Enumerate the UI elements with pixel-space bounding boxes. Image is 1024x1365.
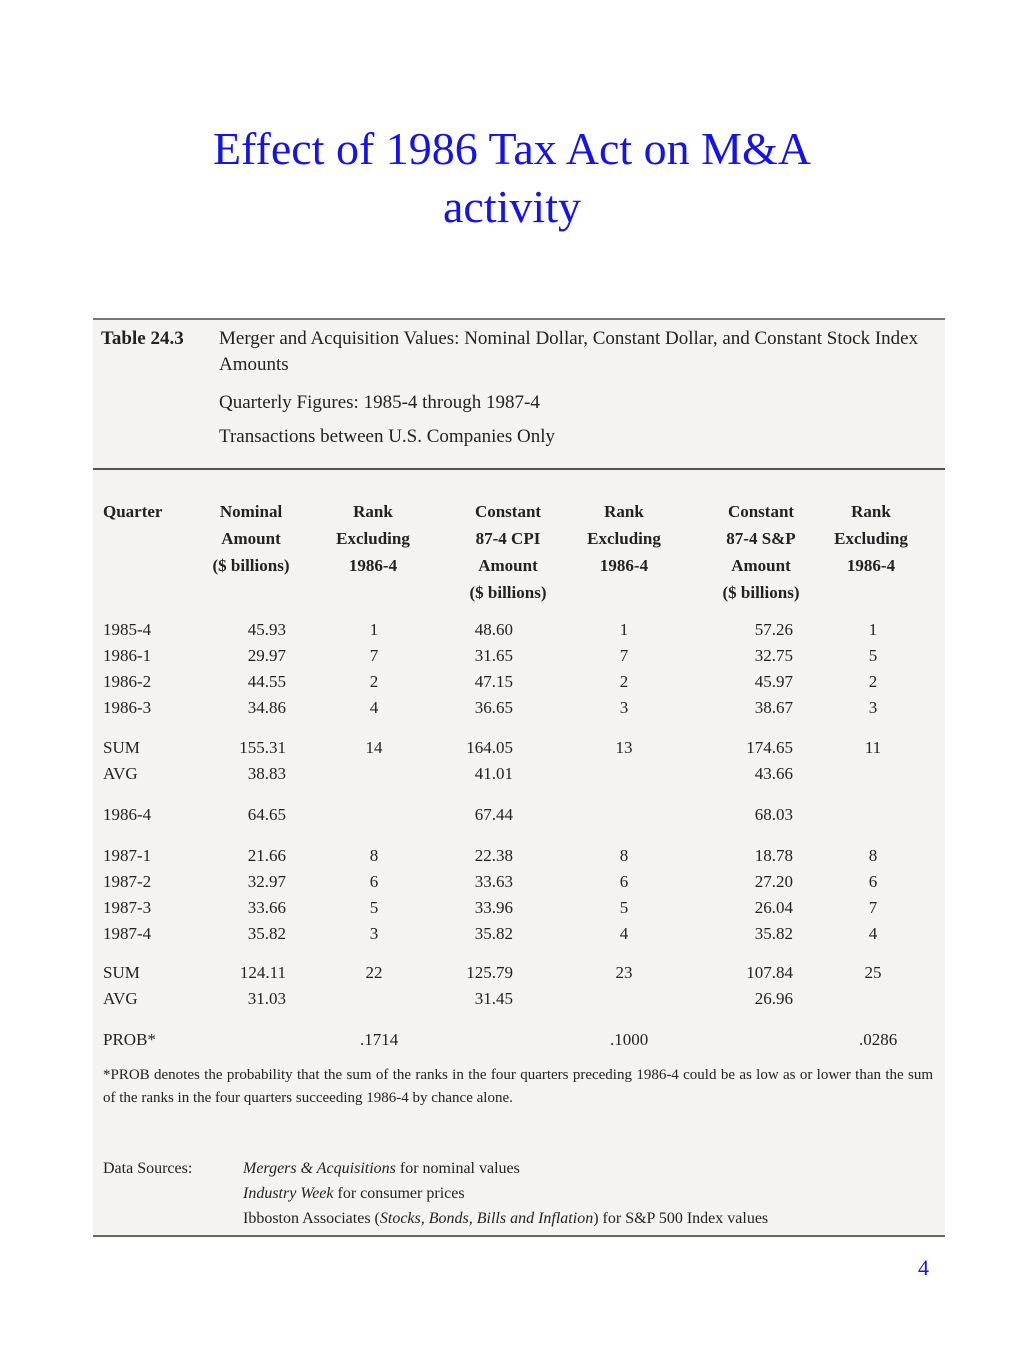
- header-quarter: Quarter: [103, 502, 163, 521]
- table-cell: 18.78: [754, 846, 793, 865]
- table-cell: AVG: [103, 989, 138, 1008]
- table-cell: 2: [369, 672, 379, 691]
- table-cell: 6: [369, 872, 379, 891]
- table-cell: 32.75: [754, 646, 793, 665]
- header-rank-1: Rank Excluding 1986-4: [336, 502, 410, 575]
- table-cell: 41.01: [474, 764, 513, 783]
- table-cell: 11: [864, 738, 882, 757]
- table-cell: .0286: [859, 1030, 898, 1049]
- table-cell: 29.97: [247, 646, 286, 665]
- table-cell: 125.79: [466, 963, 513, 982]
- table-cell: 44.55: [247, 672, 286, 691]
- table-cell: 31.65: [474, 646, 513, 665]
- header-nominal: Nominal Amount ($ billions): [212, 502, 290, 575]
- table-cell: 2: [619, 672, 629, 691]
- table-cell: 38.83: [247, 764, 286, 783]
- table-cell: 13: [615, 738, 633, 757]
- table-cell: 8: [868, 846, 878, 865]
- table-cell: 14: [365, 738, 383, 757]
- table-cell: 107.84: [746, 963, 793, 982]
- table-cell: 35.82: [754, 924, 793, 943]
- data-sources-label: Data Sources:: [103, 1160, 193, 1177]
- table-row: [93, 872, 945, 899]
- table-cell: 8: [619, 846, 629, 865]
- table-cell: 1986-2: [103, 672, 152, 691]
- table-cell: 5: [868, 646, 878, 665]
- table-cell: 25: [864, 963, 882, 982]
- table-row: [93, 698, 945, 725]
- table-cell: 23: [615, 963, 633, 982]
- table-cell: 26.04: [754, 898, 793, 917]
- table-cell: 6: [619, 872, 629, 891]
- caption-line: Transactions between U.S. Companies Only: [219, 426, 555, 447]
- table-cell: 35.82: [247, 924, 286, 943]
- table-cell: 1987-3: [103, 898, 152, 917]
- table-cell: 174.65: [746, 738, 793, 757]
- table-cell: 1986-1: [103, 646, 152, 665]
- slide-title-line-2: activity: [443, 181, 581, 232]
- table-cell: 3: [619, 698, 629, 717]
- table-cell: 33.66: [247, 898, 286, 917]
- table-cell: 1987-4: [103, 924, 152, 943]
- table-cell: 57.26: [754, 620, 793, 639]
- table-cell: 1986-4: [103, 805, 152, 824]
- table-row: [93, 898, 945, 925]
- source-line: Industry Week for consumer prices: [243, 1185, 465, 1202]
- table-cell: 5: [369, 898, 379, 917]
- table-cell: 26.96: [754, 989, 793, 1008]
- table-cell: 1985-4: [103, 620, 152, 639]
- table-cell: 34.86: [247, 698, 286, 717]
- table-row: [93, 846, 945, 873]
- table-cell: 33.96: [474, 898, 513, 917]
- table-cell: 124.11: [239, 963, 286, 982]
- table-cell: 31.03: [247, 989, 286, 1008]
- table-cell: 2: [868, 672, 878, 691]
- header-cpi: Constant 87-4 CPI Amount ($ billions): [469, 502, 547, 602]
- table-cell: 1: [369, 620, 379, 639]
- table-cell: 7: [619, 646, 629, 665]
- table-cell: 8: [369, 846, 379, 865]
- table-cell: 1: [868, 620, 878, 639]
- table-cell: 64.65: [247, 805, 286, 824]
- header-rank-2: Rank Excluding 1986-4: [587, 502, 661, 575]
- caption-line: Quarterly Figures: 1985-4 through 1987-4: [219, 392, 540, 413]
- table-cell: 7: [868, 898, 878, 917]
- slide-title: [0, 120, 1024, 236]
- table-row: [93, 620, 945, 647]
- table-cell: 1987-1: [103, 846, 152, 865]
- table-cell: 32.97: [247, 872, 286, 891]
- table-row: [93, 963, 945, 990]
- table-cell: 38.67: [754, 698, 793, 717]
- table-cell: 48.60: [474, 620, 513, 639]
- table-cell: 35.82: [474, 924, 513, 943]
- page-number: 4: [918, 1255, 929, 1280]
- table-cell: 4: [369, 698, 379, 717]
- table-cell: 6: [868, 872, 878, 891]
- table-row: [93, 924, 945, 951]
- bottom-rule: [93, 1235, 945, 1237]
- table-cell: 5: [619, 898, 629, 917]
- header-rank-3: Rank Excluding 1986-4: [834, 502, 908, 575]
- table-cell: 4: [868, 924, 878, 943]
- table-row: [93, 989, 945, 1016]
- table-cell: 36.65: [474, 698, 513, 717]
- table-cell: 21.66: [247, 846, 286, 865]
- table-cell: 4: [619, 924, 629, 943]
- table-cell: 31.45: [474, 989, 513, 1008]
- table-cell: 3: [369, 924, 379, 943]
- table-row: [93, 738, 945, 765]
- table-footnote: *PROB denotes the probability that the sum of the ranks in the four quarters preceding 1986-4 could be as low as or lower than the sum of the ranks in the four quarters succeeding 1986-4 by chance alone.: [103, 1067, 933, 1106]
- table-row: [93, 1030, 945, 1057]
- table-row: [93, 805, 945, 832]
- table-cell: 27.20: [754, 872, 793, 891]
- table-cell: 3: [868, 698, 878, 717]
- table-cell: .1000: [610, 1030, 649, 1049]
- table-cell: 33.63: [474, 872, 513, 891]
- table-cell: 45.97: [754, 672, 793, 691]
- table-cell: 164.05: [466, 738, 513, 757]
- table-row: [93, 646, 945, 673]
- scanned-table-image: [93, 318, 945, 1238]
- table-row: [93, 764, 945, 791]
- table-cell: 22.38: [474, 846, 513, 865]
- table-cell: 22: [365, 963, 383, 982]
- table-row: [93, 672, 945, 699]
- slide-title-line-1: Effect of 1986 Tax Act on M&A: [212, 123, 812, 174]
- source-line: Ibboston Associates (Stocks, Bonds, Bills and Inflation) for S&P 500 Index values: [243, 1210, 769, 1227]
- table-cell: 1986-3: [103, 698, 152, 717]
- data-sources-list: [243, 1156, 943, 1231]
- table-cell: .1714: [360, 1030, 399, 1049]
- table-cell: 47.15: [474, 672, 513, 691]
- table-cell: 155.31: [239, 738, 286, 757]
- header-rule: [93, 468, 945, 470]
- table-caption: [219, 326, 919, 458]
- table-cell: 1: [619, 620, 629, 639]
- header-sp: Constant 87-4 S&P Amount ($ billions): [722, 502, 800, 602]
- table-cell: 43.66: [754, 764, 793, 783]
- table-cell: 7: [369, 646, 379, 665]
- table-cell: 1987-2: [103, 872, 152, 891]
- table-cell: SUM: [103, 963, 140, 982]
- table-cell: 45.93: [247, 620, 286, 639]
- table-cell: PROB*: [103, 1030, 156, 1049]
- table-cell: 68.03: [754, 805, 793, 824]
- table-label: Table 24.3: [101, 328, 184, 349]
- table-cell: AVG: [103, 764, 138, 783]
- table-cell: SUM: [103, 738, 140, 757]
- top-rule: [93, 318, 945, 320]
- table-cell: 67.44: [474, 805, 513, 824]
- source-line: Mergers & Acquisitions for nominal values: [243, 1160, 520, 1177]
- caption-line: Merger and Acquisition Values: Nominal Dollar, Constant Dollar, and Constant Stock Index Amounts: [219, 328, 919, 375]
